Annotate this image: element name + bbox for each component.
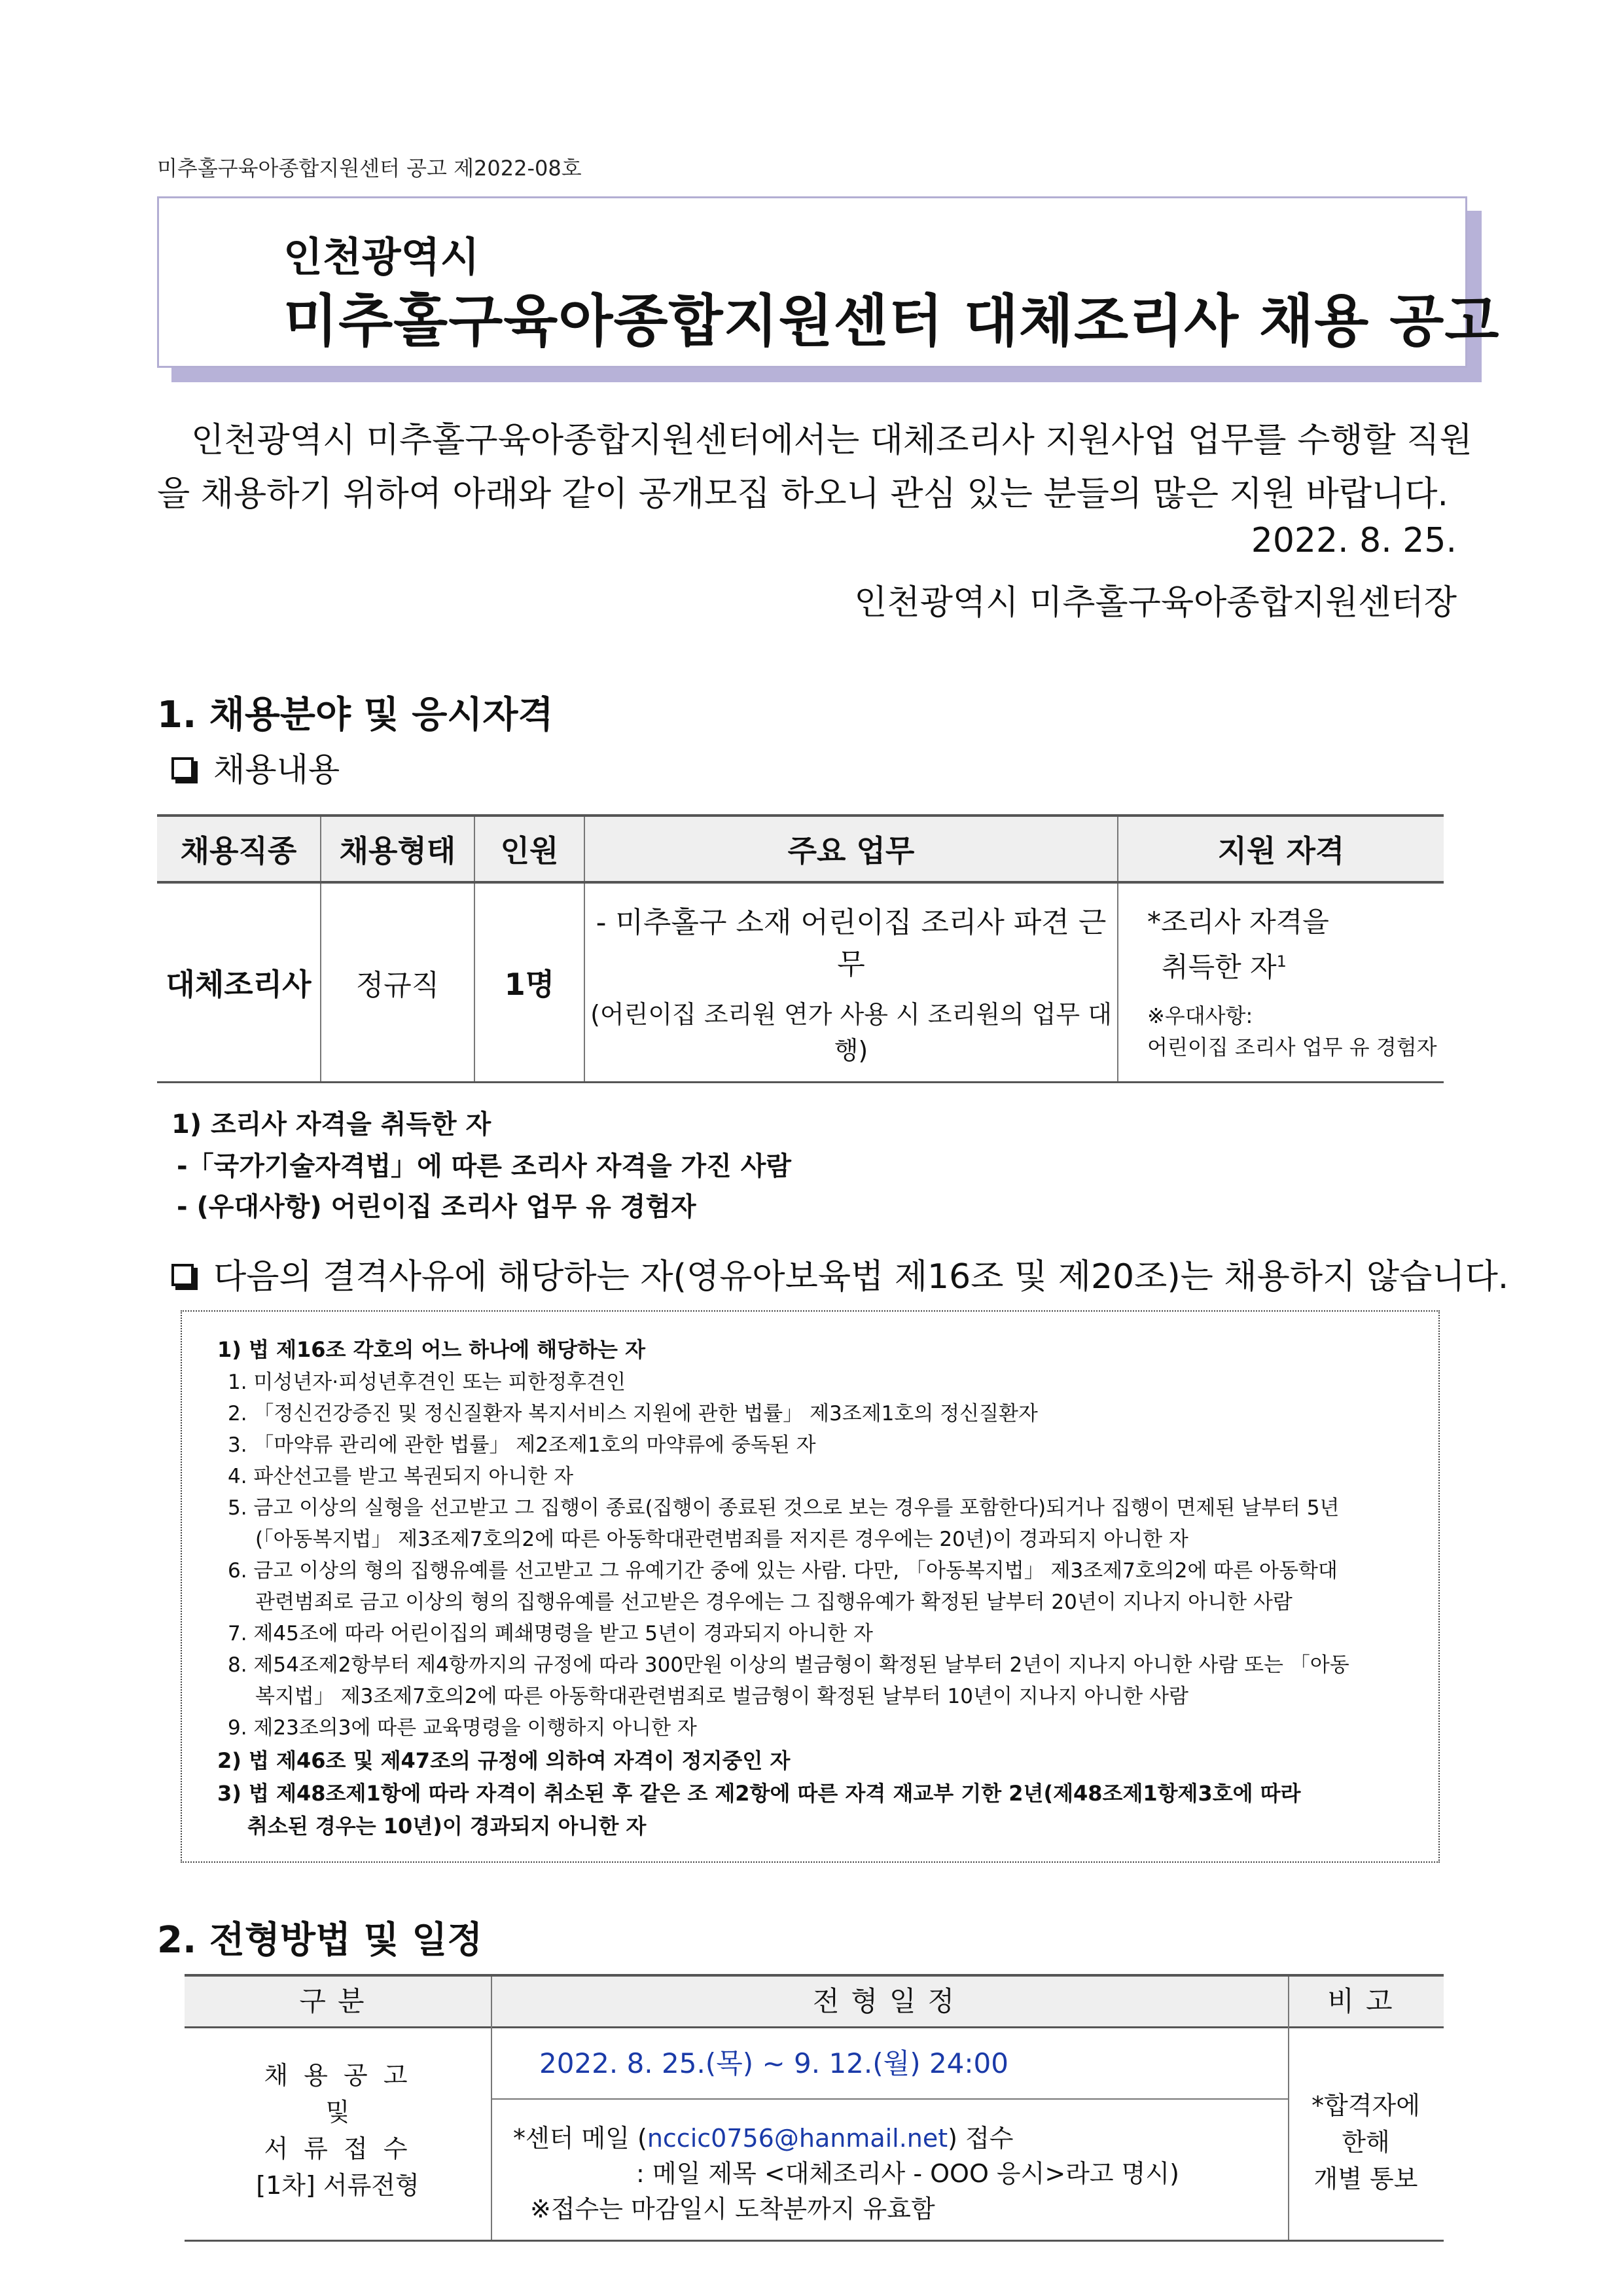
cell-count: 1명	[474, 882, 584, 1083]
qual-pref-label: ※우대사항:	[1147, 1003, 1253, 1028]
col-header-count: 인원	[474, 816, 584, 882]
schedule-table-bottom-rule	[185, 2240, 1444, 2242]
column-divider	[491, 2026, 492, 2240]
disq-line: 5. 금고 이상의 실형을 선고받고 그 집행이 종료(집행이 종료된 것으로 보는 경우를 포함한다)되거나 집행이 면제된 날부터 5년	[228, 1496, 1340, 1520]
disq-line: (「아동복지법」 제3조제7호의2에 따른 아동학대관련범죄를 저지른 경우에는 20년)이 경과되지 아니한 자	[255, 1528, 1188, 1551]
subtitle-text: 채용내용	[213, 751, 340, 789]
disq-line: 2) 법 제46조 및 제47조의 규정에 의하여 자격이 정지중인 자	[217, 1748, 791, 1773]
cell-job: 대체조리사	[157, 882, 321, 1083]
disq-line: 3. 「마약류 관리에 관한 법률」 제2조제1호의 마약류에 중독된 자	[228, 1433, 816, 1457]
remark-line-1: *합격자에	[1311, 2091, 1420, 2120]
disq-line: 3) 법 제48조제1항에 따라 자격이 취소된 후 같은 조 제2항에 따른 자격 재교부 기한 2년(제48조제1항제3호에 따라	[217, 1781, 1301, 1806]
apply-deadline: ※접수는 마감일시 도착분까지 유효함	[530, 2195, 935, 2223]
qual-line-1: *조리사 자격을	[1147, 905, 1329, 938]
apply-email-link[interactable]: nccic0756@hanmail.net	[647, 2124, 948, 2153]
disq-line: 1) 법 제16조 각호의 어느 하나에 해당하는 자	[217, 1337, 645, 1362]
signer: 인천광역시 미추홀구육아종합지원센터장	[854, 583, 1457, 622]
disq-line: 복지법」 제3조제7호의2에 따른 아동학대관련범죄로 벌금형이 확정된 날부터 10년이 지나지 아니한 사람	[255, 1685, 1188, 1708]
qual-line-2-text: 취득한 자	[1162, 950, 1277, 983]
section-1-title: 1. 채용분야 및 응시자격	[157, 694, 554, 736]
cell-qualification	[1118, 882, 1444, 1083]
stage-line-4: [1차] 서류전형	[256, 2171, 419, 2200]
duty-main: - 미추홀구 소재 어린이집 조리사 파견 근무	[596, 906, 1107, 981]
title-city: 인천광역시	[283, 233, 480, 281]
checkbox-bullet-icon	[171, 1264, 194, 1286]
stage-line-2: 및	[325, 2098, 350, 2126]
qual-line-2	[1147, 942, 1443, 987]
disqualification-box	[181, 1310, 1440, 1863]
disqualification-title-text: 다음의 결격사유에 해당하는 자(영유아보육법 제16조 및 제20조)는 채용하지 않습니다.	[213, 1257, 1509, 1297]
col-header-job: 채용직종	[157, 816, 321, 882]
cell-type: 정규직	[321, 882, 474, 1083]
apply-suffix: ) 접수	[948, 2124, 1014, 2153]
disq-line: 7. 제45조에 따라 어린이집의 폐쇄명령을 받고 5년이 경과되지 아니한 자	[228, 1622, 873, 1645]
recruitment-table	[157, 814, 1444, 1083]
intro-line-1: 인천광역시 미추홀구육아종합지원센터에서는 대체조리사 지원사업 업무를 수행할 직원	[191, 421, 1472, 460]
footnote-heading: 1) 조리사 자격을 취득한 자	[171, 1109, 491, 1139]
disq-line: 취소된 경우는 10년)이 경과되지 아니한 자	[247, 1814, 647, 1839]
col-header-qualification: 지원 자격	[1118, 816, 1444, 882]
footnote-marker: 1	[1276, 952, 1287, 971]
col-header-type: 채용형태	[321, 816, 474, 882]
qual-pref: 어린이집 조리사 업무 유 경험자	[1147, 1034, 1437, 1060]
apply-line	[513, 2118, 1014, 2154]
remark-line-2: 한해	[1342, 2128, 1390, 2157]
disq-line: 관련범죄로 금고 이상의 형의 집행유예를 선고받은 경우에는 그 집행유예가 확정된 날부터 20년이 지나지 아니한 사람	[255, 1590, 1293, 1614]
section-1-subtitle	[171, 744, 340, 791]
table-row	[157, 882, 1444, 1083]
disq-line: 8. 제54조제2항부터 제4항까지의 규정에 따라 300만원 이상의 벌금형이 확정된 날부터 2년이 지나지 아니한 사람 또는 「아동	[228, 1653, 1349, 1677]
duty-sub: (어린이집 조리원 연가 사용 시 조리원의 업무 대행)	[590, 1000, 1112, 1065]
notice-number: 미추홀구육아종합지원센터 공고 제2022-08호	[157, 156, 582, 181]
disq-line: 2. 「정신건강증진 및 정신질환자 복지서비스 지원에 관한 법률」 제3조제1호의 정신질환자	[228, 1402, 1038, 1426]
page-title: 미추홀구육아종합지원센터 대체조리사 채용 공고	[283, 289, 1500, 354]
schedule-table-body	[185, 2026, 1444, 2240]
footnote-item-1: -「국가기술자격법」에 따른 조리사 자격을 가진 사람	[177, 1151, 792, 1181]
col-header-stage: 구분	[299, 1985, 376, 2017]
column-divider	[491, 1977, 492, 2026]
col-header-remark: 비고	[1327, 1985, 1404, 2017]
cell-duty	[584, 882, 1118, 1083]
col-header-schedule: 전형일정	[812, 1985, 967, 2017]
disqualification-title	[171, 1249, 1508, 1298]
col-header-duty: 주요 업무	[584, 816, 1118, 882]
table-header-row	[157, 816, 1444, 882]
stage-line-1: 채 용 공 고	[264, 2061, 412, 2090]
row-divider	[492, 2098, 1288, 2100]
apply-subject: : 메일 제목 <대체조리사 - OOO 응시>라고 명시)	[636, 2159, 1179, 2188]
disq-line: 6. 금고 이상의 형의 집행유예를 선고받고 그 유예기간 중에 있는 사람. 다만, 「아동복지법」 제3조제7호의2에 따른 아동학대	[228, 1559, 1338, 1583]
stage-line-3: 서 류 접 수	[264, 2134, 412, 2163]
schedule-table-header	[185, 1977, 1444, 2028]
disq-line: 1. 미성년자·피성년후견인 또는 피한정후견인	[228, 1371, 626, 1394]
schedule-dates: 2022. 8. 25.(목) ~ 9. 12.(월) 24:00	[539, 2047, 1008, 2079]
notice-date: 2022. 8. 25.	[1251, 521, 1457, 560]
section-2-title: 2. 전형방법 및 일정	[157, 1919, 483, 1962]
apply-prefix: *센터 메일 (	[513, 2124, 647, 2153]
disq-line: 9. 제23조의3에 따른 교육명령을 이행하지 아니한 자	[228, 1716, 697, 1740]
title-box	[157, 196, 1500, 368]
checkbox-bullet-icon	[171, 757, 194, 780]
disq-line: 4. 파산선고를 받고 복권되지 아니한 자	[228, 1465, 574, 1488]
column-divider	[1288, 1977, 1289, 2026]
remark-line-3: 개별 통보	[1313, 2164, 1418, 2193]
footnote-item-2: - (우대사항) 어린이집 조리사 업무 유 경험자	[177, 1192, 696, 1222]
intro-line-2: 을 채용하기 위하여 아래와 같이 공개모집 하오니 관심 있는 분들의 많은 지원 바랍니다.	[157, 475, 1449, 514]
